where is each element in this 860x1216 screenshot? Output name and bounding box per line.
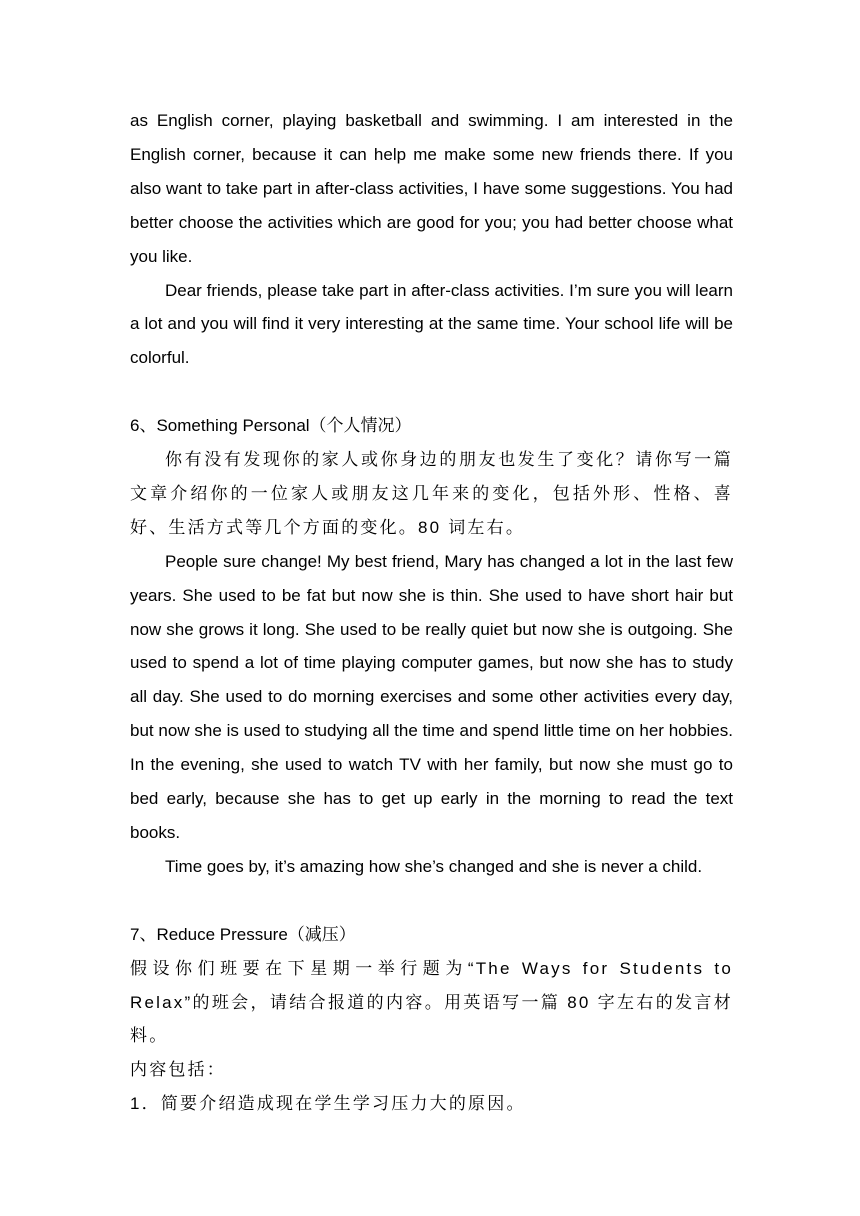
section-7-content-label: 内容包括： xyxy=(130,1060,226,1080)
section-7-heading: 7、Reduce Pressure（减压） xyxy=(130,924,356,944)
section-6-essay: People sure change! My best friend, Mary has changed a lot in the last few years. She used to be fat but now she is thin. She used to have short hair but now she grows it long. She used to be really quiet but now she is outgoing. She used to spend a lot of time playing computer games, but now she has to study all day. She used to do morning exercises and some other activities every day, but now she is used to studying all the time and spend little time on her hobbies. In the evening, she used to watch TV with her family, but now she must go to bed early, because she has to get up early in the morning to read the text books. xyxy=(130,551,733,843)
document-page xyxy=(130,104,733,1121)
spacer xyxy=(130,884,733,918)
spacer xyxy=(130,375,733,409)
section-6-closing: Time goes by, it’s amazing how she’s changed and she is never a child. xyxy=(165,856,703,876)
section-7-prompt: 假设你们班要在下星期一举行题为“The Ways for Students to Relax”的班会，请结合报道的内容。用英语写一篇 80 字左右的发言材料。 xyxy=(130,958,733,1046)
paragraph-dear-friends: Dear friends, please take part in after-class activities. I’m sure you will learn a lot and you will find it very interesting at the same time. Your school life will be colorful. xyxy=(130,280,733,368)
paragraph-activities: as English corner, playing basketball and swimming. I am interested in the English corner, because it can help me make some new friends there. If you also want to take part in after-class activities, I have some suggestions. You had better choose the activities which are good for you; you had better choose what you like. xyxy=(130,111,733,266)
section-6-prompt: 你有没有发现你的家人或你身边的朋友也发生了变化？请你写一篇文章介绍你的一位家人或朋友这几年来的变化，包括外形、性格、喜好、生活方式等几个方面的变化。80 词左右。 xyxy=(130,450,733,537)
section-7-item-1: 1．简要介绍造成现在学生学习压力大的原因。 xyxy=(130,1094,526,1114)
section-6-heading: 6、Something Personal（个人情况） xyxy=(130,416,412,436)
